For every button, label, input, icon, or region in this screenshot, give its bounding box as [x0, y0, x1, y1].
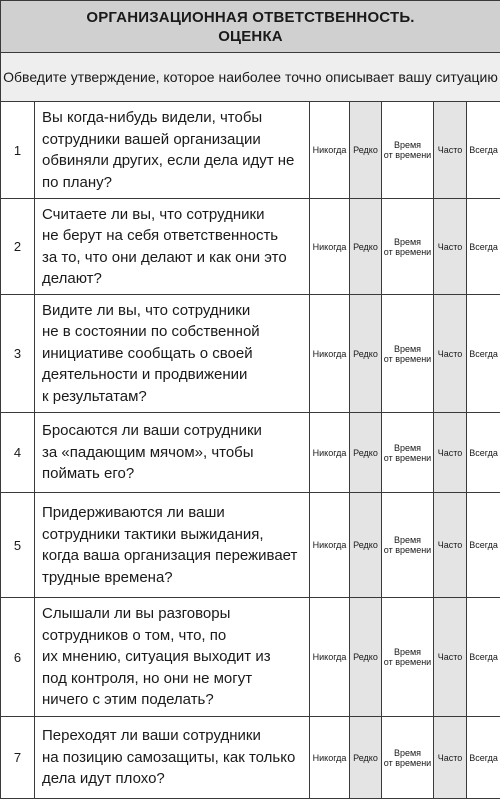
option-often[interactable] — [434, 295, 467, 413]
option-never[interactable] — [310, 199, 350, 295]
question-row — [1, 102, 500, 199]
option-label: Всегда — [469, 652, 498, 662]
question-row — [1, 493, 500, 598]
question-text-content: Видите ли вы, что сотрудники не в состоянии по собственной инициативе сообщать о своей деятельности и продвижении к результатам? — [42, 302, 260, 405]
option-often[interactable] — [434, 598, 467, 717]
option-rarely[interactable] — [350, 413, 382, 493]
option-sometimes[interactable] — [382, 598, 434, 717]
option-never[interactable] — [310, 598, 350, 717]
option-always[interactable] — [467, 199, 500, 295]
option-label: Часто — [438, 753, 463, 763]
option-label: Время от времени — [384, 647, 431, 667]
question-text — [35, 102, 310, 199]
option-label: Никогда — [313, 349, 347, 359]
option-label: Часто — [438, 349, 463, 359]
question-number: 3 — [1, 295, 35, 413]
option-label: Редко — [353, 349, 378, 359]
question-row — [1, 413, 500, 493]
option-often[interactable] — [434, 413, 467, 493]
option-label: Всегда — [469, 753, 498, 763]
question-text — [35, 493, 310, 598]
option-sometimes[interactable] — [382, 413, 434, 493]
question-text-content: Придерживаются ли ваши сотрудники тактики выжидания, когда ваша организация переживает трудные времена? — [42, 504, 297, 586]
option-rarely[interactable] — [350, 295, 382, 413]
option-label: Всегда — [469, 349, 498, 359]
title-line-2: ОЦЕНКА — [1, 27, 500, 46]
option-always[interactable] — [467, 717, 500, 799]
question-text — [35, 199, 310, 295]
option-always[interactable] — [467, 295, 500, 413]
option-label: Редко — [353, 753, 378, 763]
option-always[interactable] — [467, 413, 500, 493]
option-label: Редко — [353, 242, 378, 252]
option-label: Никогда — [313, 652, 347, 662]
question-text — [35, 598, 310, 717]
option-label: Время от времени — [384, 443, 431, 463]
option-label: Никогда — [313, 540, 347, 550]
title-line-1: ОРГАНИЗАЦИОННАЯ ОТВЕТСТВЕННОСТЬ. — [1, 8, 500, 27]
page-title — [1, 1, 500, 53]
option-never[interactable] — [310, 493, 350, 598]
option-often[interactable] — [434, 199, 467, 295]
option-label: Время от времени — [384, 344, 431, 364]
option-rarely[interactable] — [350, 598, 382, 717]
question-number: 1 — [1, 102, 35, 199]
option-label: Часто — [438, 652, 463, 662]
question-number: 2 — [1, 199, 35, 295]
option-label: Никогда — [313, 145, 347, 155]
instruction-row — [1, 53, 500, 102]
question-text — [35, 413, 310, 493]
option-label: Часто — [438, 448, 463, 458]
question-text-content: Бросаются ли ваши сотрудники за «падающим мячом», чтобы поймать его? — [42, 422, 262, 482]
question-text-content: Слышали ли вы разговоры сотрудников о том, что, по их мнению, ситуация выходит из под контроля, но они не могут ничего с этим поделать? — [42, 605, 271, 708]
option-label: Время от времени — [384, 237, 431, 257]
option-label: Часто — [438, 145, 463, 155]
option-never[interactable] — [310, 102, 350, 199]
question-number: 7 — [1, 717, 35, 799]
option-never[interactable] — [310, 413, 350, 493]
question-row — [1, 295, 500, 413]
option-always[interactable] — [467, 493, 500, 598]
question-number: 6 — [1, 598, 35, 717]
option-sometimes[interactable] — [382, 295, 434, 413]
option-label: Время от времени — [384, 748, 431, 768]
question-row — [1, 199, 500, 295]
option-label: Никогда — [313, 448, 347, 458]
question-row — [1, 598, 500, 717]
option-rarely[interactable] — [350, 493, 382, 598]
option-always[interactable] — [467, 598, 500, 717]
option-never[interactable] — [310, 717, 350, 799]
option-label: Время от времени — [384, 535, 431, 555]
option-label: Всегда — [469, 145, 498, 155]
option-label: Время от времени — [384, 140, 431, 160]
option-label: Всегда — [469, 448, 498, 458]
question-text-content: Вы когда-нибудь видели, чтобы сотрудники вашей организации обвиняли других, если дела идут не по плану? — [42, 109, 294, 191]
option-label: Часто — [438, 540, 463, 550]
title-row — [1, 1, 500, 53]
option-often[interactable] — [434, 493, 467, 598]
option-label: Всегда — [469, 540, 498, 550]
option-label: Редко — [353, 448, 378, 458]
option-sometimes[interactable] — [382, 199, 434, 295]
option-often[interactable] — [434, 717, 467, 799]
option-sometimes[interactable] — [382, 717, 434, 799]
question-text-content: Считаете ли вы, что сотрудники не берут на себя ответственность за то, что они делают и как они это делают? — [42, 206, 287, 288]
question-row — [1, 717, 500, 799]
question-number: 4 — [1, 413, 35, 493]
option-label: Никогда — [313, 753, 347, 763]
option-label: Никогда — [313, 242, 347, 252]
option-rarely[interactable] — [350, 102, 382, 199]
option-sometimes[interactable] — [382, 493, 434, 598]
question-number: 5 — [1, 493, 35, 598]
option-always[interactable] — [467, 102, 500, 199]
option-label: Редко — [353, 145, 378, 155]
question-text — [35, 717, 310, 799]
question-text-content: Переходят ли ваши сотрудники на позицию самозащиты, как только дела идут плохо? — [42, 727, 295, 787]
instruction-text: Обведите утверждение, которое наиболее точно описывает вашу ситуацию — [1, 53, 500, 102]
option-never[interactable] — [310, 295, 350, 413]
option-label: Редко — [353, 540, 378, 550]
option-rarely[interactable] — [350, 199, 382, 295]
option-label: Часто — [438, 242, 463, 252]
option-sometimes[interactable] — [382, 102, 434, 199]
option-often[interactable] — [434, 102, 467, 199]
option-rarely[interactable] — [350, 717, 382, 799]
option-label: Всегда — [469, 242, 498, 252]
option-label: Редко — [353, 652, 378, 662]
question-text — [35, 295, 310, 413]
